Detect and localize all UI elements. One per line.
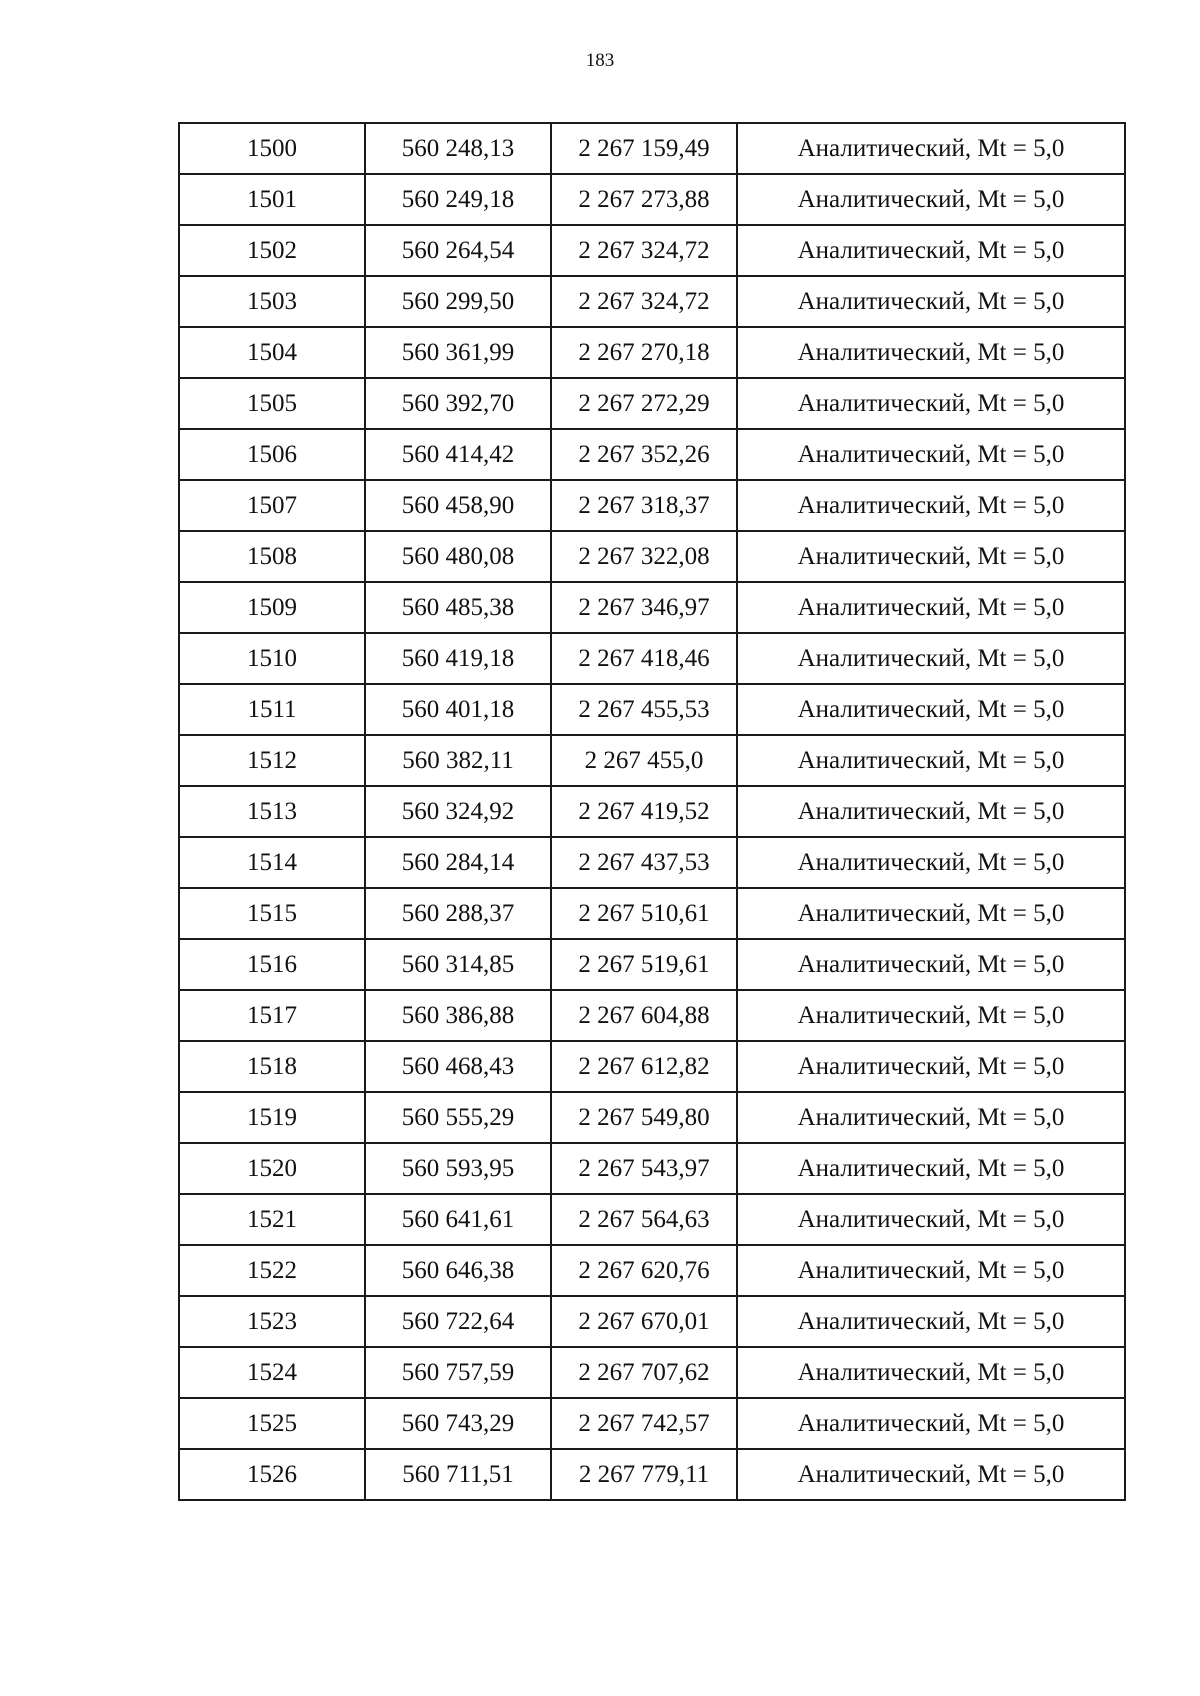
point-number-cell: 1507 — [179, 480, 365, 531]
point-number-cell: 1514 — [179, 837, 365, 888]
method-cell: Аналитический, Mt = 5,0 — [737, 327, 1125, 378]
y-coordinate-cell: 2 267 604,88 — [551, 990, 737, 1041]
table-row — [179, 429, 1125, 480]
point-number-cell: 1505 — [179, 378, 365, 429]
point-number-cell: 1506 — [179, 429, 365, 480]
y-coordinate-cell: 2 267 437,53 — [551, 837, 737, 888]
table-row — [179, 1092, 1125, 1143]
table-row — [179, 582, 1125, 633]
method-cell: Аналитический, Mt = 5,0 — [737, 786, 1125, 837]
method-cell: Аналитический, Mt = 5,0 — [737, 1398, 1125, 1449]
point-number-cell: 1526 — [179, 1449, 365, 1500]
coordinates-table-body — [179, 123, 1125, 1500]
table-row — [179, 327, 1125, 378]
table-row — [179, 123, 1125, 174]
y-coordinate-cell: 2 267 346,97 — [551, 582, 737, 633]
x-coordinate-cell: 560 641,61 — [365, 1194, 551, 1245]
x-coordinate-cell: 560 743,29 — [365, 1398, 551, 1449]
y-coordinate-cell: 2 267 779,11 — [551, 1449, 737, 1500]
point-number-cell: 1512 — [179, 735, 365, 786]
method-cell: Аналитический, Mt = 5,0 — [737, 480, 1125, 531]
method-cell: Аналитический, Mt = 5,0 — [737, 582, 1125, 633]
table-row — [179, 633, 1125, 684]
table-row — [179, 1143, 1125, 1194]
table-row — [179, 480, 1125, 531]
table-row — [179, 225, 1125, 276]
y-coordinate-cell: 2 267 455,53 — [551, 684, 737, 735]
point-number-cell: 1515 — [179, 888, 365, 939]
method-cell: Аналитический, Mt = 5,0 — [737, 429, 1125, 480]
point-number-cell: 1511 — [179, 684, 365, 735]
x-coordinate-cell: 560 419,18 — [365, 633, 551, 684]
x-coordinate-cell: 560 382,11 — [365, 735, 551, 786]
table-row — [179, 684, 1125, 735]
table-row — [179, 735, 1125, 786]
y-coordinate-cell: 2 267 510,61 — [551, 888, 737, 939]
point-number-cell: 1509 — [179, 582, 365, 633]
x-coordinate-cell: 560 248,13 — [365, 123, 551, 174]
y-coordinate-cell: 2 267 519,61 — [551, 939, 737, 990]
x-coordinate-cell: 560 485,38 — [365, 582, 551, 633]
table-row — [179, 1398, 1125, 1449]
y-coordinate-cell: 2 267 270,18 — [551, 327, 737, 378]
method-cell: Аналитический, Mt = 5,0 — [737, 837, 1125, 888]
method-cell: Аналитический, Mt = 5,0 — [737, 225, 1125, 276]
table-row — [179, 990, 1125, 1041]
y-coordinate-cell: 2 267 324,72 — [551, 225, 737, 276]
method-cell: Аналитический, Mt = 5,0 — [737, 990, 1125, 1041]
y-coordinate-cell: 2 267 272,29 — [551, 378, 737, 429]
table-row — [179, 939, 1125, 990]
y-coordinate-cell: 2 267 322,08 — [551, 531, 737, 582]
x-coordinate-cell: 560 288,37 — [365, 888, 551, 939]
table-row — [179, 1449, 1125, 1500]
point-number-cell: 1519 — [179, 1092, 365, 1143]
y-coordinate-cell: 2 267 273,88 — [551, 174, 737, 225]
point-number-cell: 1525 — [179, 1398, 365, 1449]
y-coordinate-cell: 2 267 419,52 — [551, 786, 737, 837]
method-cell: Аналитический, Mt = 5,0 — [737, 1347, 1125, 1398]
x-coordinate-cell: 560 386,88 — [365, 990, 551, 1041]
y-coordinate-cell: 2 267 549,80 — [551, 1092, 737, 1143]
method-cell: Аналитический, Mt = 5,0 — [737, 378, 1125, 429]
table-row — [179, 1245, 1125, 1296]
method-cell: Аналитический, Mt = 5,0 — [737, 735, 1125, 786]
x-coordinate-cell: 560 722,64 — [365, 1296, 551, 1347]
table-row — [179, 837, 1125, 888]
y-coordinate-cell: 2 267 670,01 — [551, 1296, 737, 1347]
x-coordinate-cell: 560 264,54 — [365, 225, 551, 276]
x-coordinate-cell: 560 458,90 — [365, 480, 551, 531]
method-cell: Аналитический, Mt = 5,0 — [737, 1194, 1125, 1245]
method-cell: Аналитический, Mt = 5,0 — [737, 888, 1125, 939]
x-coordinate-cell: 560 757,59 — [365, 1347, 551, 1398]
x-coordinate-cell: 560 414,42 — [365, 429, 551, 480]
y-coordinate-cell: 2 267 543,97 — [551, 1143, 737, 1194]
point-number-cell: 1520 — [179, 1143, 365, 1194]
x-coordinate-cell: 560 468,43 — [365, 1041, 551, 1092]
table-row — [179, 786, 1125, 837]
x-coordinate-cell: 560 314,85 — [365, 939, 551, 990]
x-coordinate-cell: 560 555,29 — [365, 1092, 551, 1143]
y-coordinate-cell: 2 267 742,57 — [551, 1398, 737, 1449]
table-row — [179, 1041, 1125, 1092]
x-coordinate-cell: 560 284,14 — [365, 837, 551, 888]
point-number-cell: 1508 — [179, 531, 365, 582]
x-coordinate-cell: 560 324,92 — [365, 786, 551, 837]
coordinates-table — [178, 122, 1126, 1501]
y-coordinate-cell: 2 267 564,63 — [551, 1194, 737, 1245]
method-cell: Аналитический, Mt = 5,0 — [737, 123, 1125, 174]
point-number-cell: 1501 — [179, 174, 365, 225]
point-number-cell: 1510 — [179, 633, 365, 684]
x-coordinate-cell: 560 593,95 — [365, 1143, 551, 1194]
page-number: 183 — [585, 50, 615, 71]
table-row — [179, 888, 1125, 939]
point-number-cell: 1503 — [179, 276, 365, 327]
method-cell: Аналитический, Mt = 5,0 — [737, 1041, 1125, 1092]
table-row — [179, 276, 1125, 327]
point-number-cell: 1516 — [179, 939, 365, 990]
point-number-cell: 1523 — [179, 1296, 365, 1347]
method-cell: Аналитический, Mt = 5,0 — [737, 1092, 1125, 1143]
x-coordinate-cell: 560 646,38 — [365, 1245, 551, 1296]
table-row — [179, 531, 1125, 582]
y-coordinate-cell: 2 267 324,72 — [551, 276, 737, 327]
x-coordinate-cell: 560 361,99 — [365, 327, 551, 378]
y-coordinate-cell: 2 267 318,37 — [551, 480, 737, 531]
point-number-cell: 1521 — [179, 1194, 365, 1245]
point-number-cell: 1524 — [179, 1347, 365, 1398]
method-cell: Аналитический, Mt = 5,0 — [737, 276, 1125, 327]
point-number-cell: 1504 — [179, 327, 365, 378]
y-coordinate-cell: 2 267 455,0 — [551, 735, 737, 786]
x-coordinate-cell: 560 480,08 — [365, 531, 551, 582]
table-row — [179, 1347, 1125, 1398]
method-cell: Аналитический, Mt = 5,0 — [737, 939, 1125, 990]
y-coordinate-cell: 2 267 418,46 — [551, 633, 737, 684]
method-cell: Аналитический, Mt = 5,0 — [737, 633, 1125, 684]
table-row — [179, 174, 1125, 225]
y-coordinate-cell: 2 267 612,82 — [551, 1041, 737, 1092]
point-number-cell: 1513 — [179, 786, 365, 837]
method-cell: Аналитический, Mt = 5,0 — [737, 174, 1125, 225]
table-row — [179, 378, 1125, 429]
point-number-cell: 1522 — [179, 1245, 365, 1296]
y-coordinate-cell: 2 267 159,49 — [551, 123, 737, 174]
y-coordinate-cell: 2 267 707,62 — [551, 1347, 737, 1398]
point-number-cell: 1502 — [179, 225, 365, 276]
x-coordinate-cell: 560 249,18 — [365, 174, 551, 225]
method-cell: Аналитический, Mt = 5,0 — [737, 531, 1125, 582]
point-number-cell: 1518 — [179, 1041, 365, 1092]
table-row — [179, 1296, 1125, 1347]
method-cell: Аналитический, Mt = 5,0 — [737, 1143, 1125, 1194]
method-cell: Аналитический, Mt = 5,0 — [737, 1245, 1125, 1296]
y-coordinate-cell: 2 267 620,76 — [551, 1245, 737, 1296]
method-cell: Аналитический, Mt = 5,0 — [737, 684, 1125, 735]
point-number-cell: 1500 — [179, 123, 365, 174]
x-coordinate-cell: 560 401,18 — [365, 684, 551, 735]
x-coordinate-cell: 560 711,51 — [365, 1449, 551, 1500]
x-coordinate-cell: 560 299,50 — [365, 276, 551, 327]
point-number-cell: 1517 — [179, 990, 365, 1041]
method-cell: Аналитический, Mt = 5,0 — [737, 1449, 1125, 1500]
x-coordinate-cell: 560 392,70 — [365, 378, 551, 429]
method-cell: Аналитический, Mt = 5,0 — [737, 1296, 1125, 1347]
table-row — [179, 1194, 1125, 1245]
y-coordinate-cell: 2 267 352,26 — [551, 429, 737, 480]
